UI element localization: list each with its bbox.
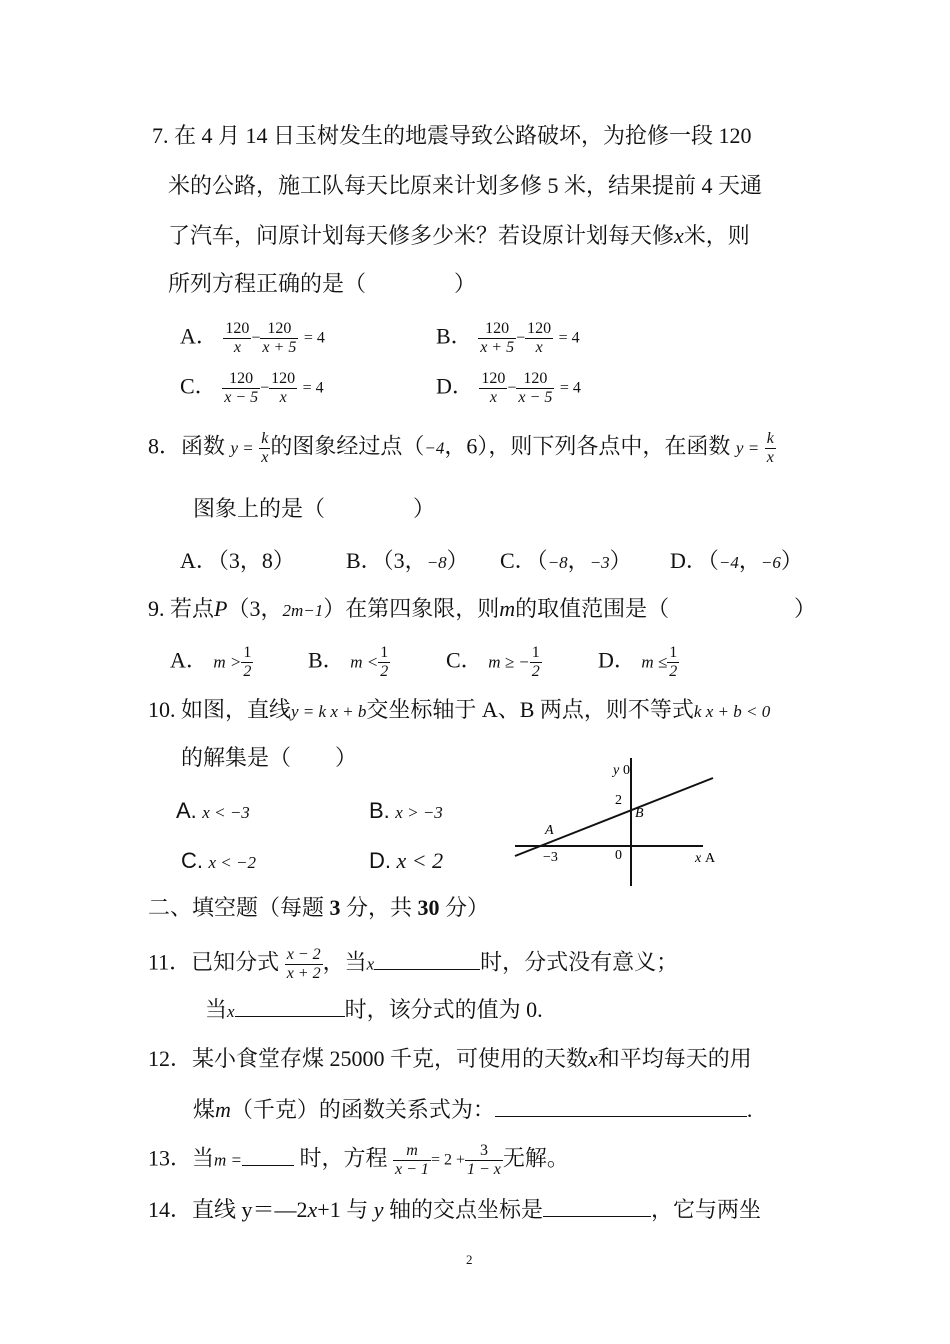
origin-label: 0	[615, 848, 622, 863]
q7-line-4: 所列方程正确的是（ ）	[168, 271, 477, 296]
y-axis-label: y	[613, 763, 620, 778]
q9-line-1: 9. 若点P（3，2m−1）在第四象限，则m的取值范围是（	[148, 596, 670, 621]
q12-blank[interactable]	[495, 1094, 747, 1117]
q10-option-b: B. x > −3	[369, 798, 443, 823]
q12-line-2: 煤m（千克）的函数关系式为： .	[193, 1094, 752, 1125]
q10-line-2: 的解集是（ ）	[181, 745, 358, 770]
point-a-label: A	[545, 823, 554, 838]
q9-option-a: A． m > $\frac{1}{2}$	[170, 644, 252, 680]
section-2-title: 二、填空题（每题 3 分，共 30 分）	[148, 895, 490, 920]
q8-line-1: 8．函数 y = $\frac{k}{x}$ 的图象经过点（−4，6），则下列各点中，在函数 y = $\frac{k}{x}$	[148, 430, 774, 466]
q13-line: 13．当m = 时，方程 $\frac{m}{x - 1}$ = 2 + $\frac{3}{1 - x}$ 无解。	[148, 1142, 569, 1178]
x-axis-label: x	[695, 851, 702, 866]
q7-line-3: 了汽车，问原计划每天修多少米？若设原计划每天修x米，则	[168, 223, 750, 248]
line-ykxb	[515, 778, 713, 856]
q8-option-b: B．（3，−8）	[346, 548, 469, 573]
q10-option-c: C. x < −2	[181, 848, 256, 873]
page-number: 2	[466, 1252, 473, 1267]
q14-blank[interactable]	[543, 1194, 651, 1217]
q11-blank-2[interactable]	[235, 994, 345, 1017]
q10-graph	[505, 752, 730, 892]
svg-text:A: A	[705, 851, 716, 866]
q11-line-1: 11．已知分式 $\frac{x - 2}{x + 2}$ ，当x 时，分式没有意义；	[148, 946, 679, 982]
q8-option-c: C．（−8，−3）	[500, 548, 632, 573]
q7-line-1: 7. 在 4 月 14 日玉树发生的地震导致公路破坏，为抢修一段 120	[152, 123, 752, 148]
q8-option-a: A．（3，8）	[180, 548, 295, 573]
q7-option-a: A． $\frac{120}{x}$ − $\frac{120}{x + 5}$ = 4	[180, 320, 325, 356]
q8-option-d: D．（−4，−6）	[670, 548, 803, 573]
q9-option-d: D． m ≤ $\frac{1}{2}$	[598, 644, 678, 680]
q7-option-d: D． $\frac{120}{x}$ − $\frac{120}{x - 5}$ = 4	[436, 370, 581, 406]
q10-option-d: D. x < 2	[369, 848, 444, 873]
q12-line-1: 12．某小食堂存煤 25000 千克，可使用的天数x和平均每天的用	[148, 1046, 752, 1071]
q13-blank[interactable]	[242, 1143, 294, 1166]
q8-line-2: 图象上的是（ ）	[193, 496, 436, 521]
q9-option-b: B． m < $\frac{1}{2}$	[308, 644, 389, 680]
point-b-label: B	[635, 806, 644, 821]
q7-option-c: C． $\frac{120}{x - 5}$ − $\frac{120}{x}$ = 4	[180, 370, 324, 406]
svg-text:0: 0	[623, 763, 630, 778]
q10-line-1: 10. 如图，直线y = k x + b交坐标轴于 A、B 两点，则不等式k x + b < 0	[148, 697, 771, 722]
y-tick-label: 2	[615, 793, 622, 808]
q11-line-2: 当x 时，该分式的值为 0.	[205, 994, 543, 1027]
q10-option-a: A. x < −3	[176, 798, 250, 823]
q14-line: 14．直线 y＝—2x+1 与 y 轴的交点坐标是 ，它与两坐	[148, 1194, 761, 1225]
q9-option-c: C． m ≥ − $\frac{1}{2}$	[446, 644, 540, 680]
x-tick-label: −3	[543, 850, 558, 865]
q9-close-paren: ）	[794, 596, 817, 621]
q11-blank-1[interactable]	[374, 947, 480, 970]
q7-option-b: B． $\frac{120}{x + 5}$ − $\frac{120}{x}$ = 4	[436, 320, 580, 356]
q7-line-2: 米的公路，施工队每天比原来计划多修 5 米，结果提前 4 天通	[168, 173, 763, 198]
